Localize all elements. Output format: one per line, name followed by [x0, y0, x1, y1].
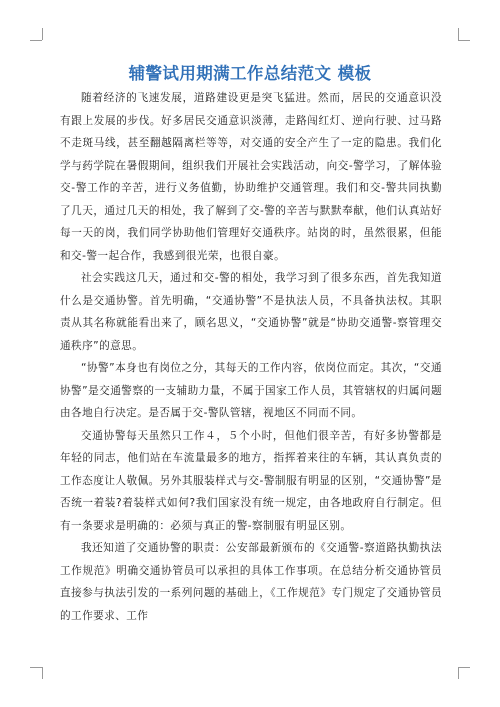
crop-mark-bottom-left-h	[30, 667, 42, 668]
crop-mark-top-left-h	[30, 40, 42, 41]
paragraph-1: 随着经济的飞速发展，道路建设更是突飞猛进。然而，居民的交通意识没有跟上发展的步伐。好多居民交通意识淡薄，走路闯红灯、逆向行驶、过马路不走斑马线，甚至翻越隔离栏等等，对交通的安全产生了一定的隐患。我们化学与药学院在暑假期间，组织我们开展社会实践活动，向交-警学习，了解体验交-警工作的辛苦，进行义务值勤，协助维护交通管理。我们和交-警共同执勤了几天，通过几天的相处，我了解到了交-警的辛苦与默默奉献，他们认真站好每一天的岗，我们同学协助他们管理好交通秩序。站岗的时，虽然很累，但能和交-警一起合作，我感到很光荣，也很自豪。	[60, 92, 442, 262]
crop-mark-top-right-h	[458, 40, 470, 41]
paragraph-3: “协警”本身也有岗位之分，其每天的工作内容，依岗位而定。其次，“交通协警”是交通警察的一支辅助力量，不属于国家工作人员，其管辖权的归属问题由各地自行决定。是否属于交-警队管辖，视地区不同而不同。	[60, 362, 442, 419]
crop-mark-top-right-v	[458, 28, 459, 40]
document-title: 辅警试用期满工作总结范文 模板	[128, 64, 372, 83]
crop-mark-top-left-v	[42, 28, 43, 40]
crop-mark-bottom-right-h	[458, 667, 470, 668]
document-body	[60, 87, 442, 627]
crop-mark-bottom-right-v	[458, 667, 459, 679]
paragraph-5: 我还知道了交通协警的职责：公安部最新颁布的《交通警-察道路执勤执法工作规范》明确交通协管员可以承担的具体工作事项。在总结分析交通协管员直接参与执法引发的一系列问题的基础上，《工作规范》专门规定了交通协管员的工作要求、工作	[60, 542, 442, 622]
paragraph-2: 社会实践这几天，通过和交-警的相处，我学习到了很多东西，首先我知道什么是交通协警。首先明确，“交通协警”不是执法人员，不具备执法权。其职责从其名称就能看出来了，顾名思义，“交通协警”就是“协助交通警-察管理交通秩序”的意思。	[60, 272, 442, 352]
crop-mark-bottom-left-v	[42, 667, 43, 679]
paragraph-4: 交通协警每天虽然只工作４，５个小时，但他们很辛苦，有好多协警都是年轻的同志，他们站在车流量最多的地方，指挥着来往的车辆，其认真负责的工作态度让人敬佩。另外其服装样式与交-警制服有明显的区别，“交通协警”是否统一着装?着装样式如何?我们国家没有统一规定，由各地政府自行制定。但有一条要求是明确的：必须与真正的警-察制服有明显区别。	[60, 429, 442, 532]
